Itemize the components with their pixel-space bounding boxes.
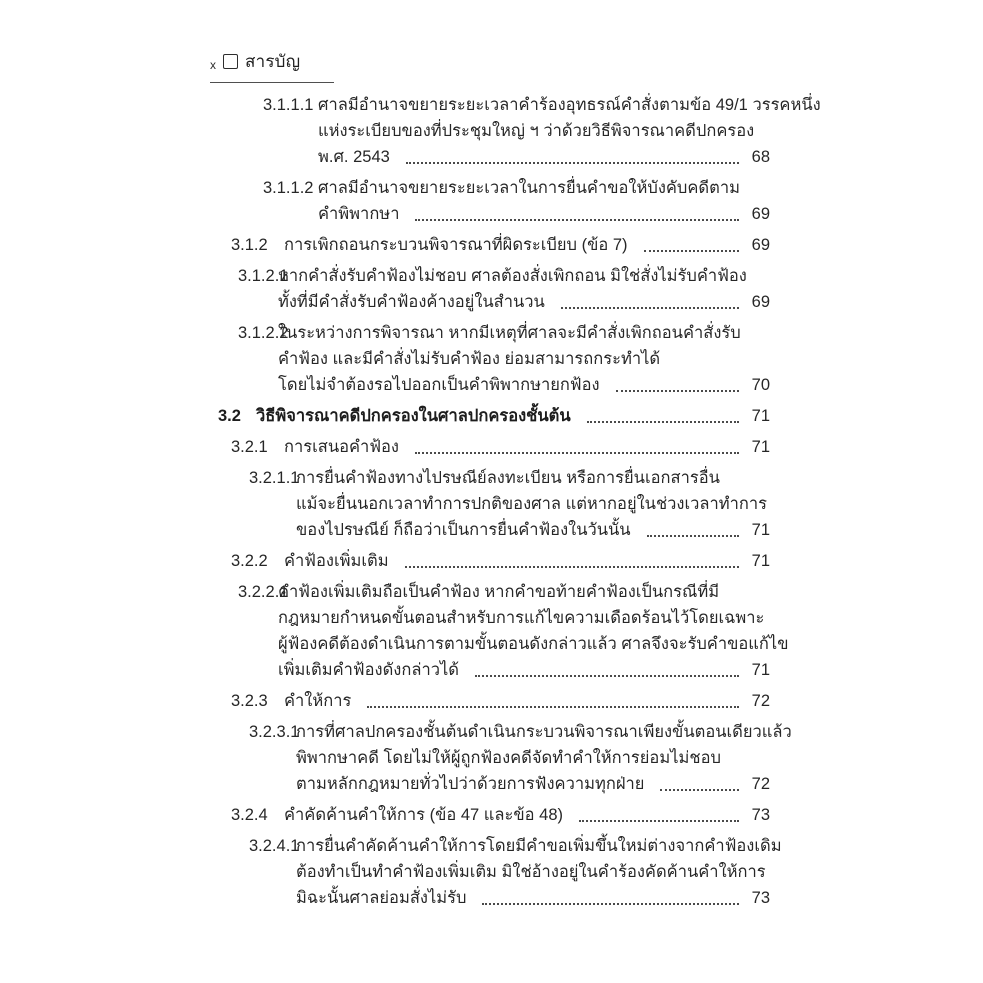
dotted-leader: [587, 421, 739, 423]
toc-list: [218, 92, 821, 916]
toc-entry-page-number: 70: [751, 376, 770, 394]
page-header: [210, 48, 334, 83]
toc-entry-page-number: 69: [751, 236, 770, 254]
toc-entry: [249, 719, 792, 797]
toc-entry-text: พ.ศ. 2543: [318, 148, 390, 166]
toc-entry-page-number: 69: [751, 293, 770, 311]
toc-entry-number: 3.2.4.1: [249, 837, 300, 855]
toc-entry-page-number: 71: [751, 552, 770, 570]
toc-entry-text: คำพิพากษา: [318, 205, 400, 223]
dotted-leader: [475, 675, 739, 677]
toc-entry-page-number: 72: [751, 692, 770, 710]
dotted-leader: [647, 535, 739, 537]
toc-entry: [231, 232, 770, 258]
toc-entry: [238, 579, 789, 683]
toc-entry-text: หากคำสั่งรับคำฟ้องไม่ชอบ ศาลต้องสั่งเพิกถอน มิใช่สั่งไม่รับคำฟ้อง: [278, 267, 747, 285]
toc-entry-text: ผู้ฟ้องคดีต้องดำเนินการตามขั้นตอนดังกล่าวแล้ว ศาลจึงจะรับคำขอแก้ไข: [278, 635, 789, 653]
toc-entry-text: คำฟ้องเพิ่มเติมถือเป็นคำฟ้อง หากคำขอท้ายคำฟ้องเป็นกรณีที่มี: [278, 583, 720, 601]
toc-entry-number: 3.2.3.1: [249, 723, 300, 741]
dotted-leader: [415, 452, 739, 454]
toc-entry-number: 3.1.2: [231, 236, 268, 254]
toc-entry: [263, 175, 770, 227]
dotted-leader: [406, 162, 739, 164]
toc-entry-text: คำให้การ: [284, 692, 352, 710]
toc-entry-text: ศาลมีอำนาจขยายระยะเวลาคำร้องอุทธรณ์คำสั่งตามข้อ 49/1 วรรคหนึ่ง: [318, 96, 821, 114]
dotted-leader: [405, 566, 739, 568]
toc-entry-text: โดยไม่จำต้องรอไปออกเป็นคำพิพากษายกฟ้อง: [278, 376, 600, 394]
toc-entry-number: 3.2.1.1: [249, 469, 300, 487]
toc-entry-number: 3.2: [218, 407, 241, 425]
toc-entry-text: ต้องทำเป็นทำคำฟ้องเพิ่มเติม มิใช่อ้างอยู่ในคำร้องคัดค้านคำให้การ: [296, 863, 766, 881]
toc-entry: [263, 92, 821, 170]
close-icon[interactable]: x: [210, 57, 216, 72]
toc-entry-text: ศาลมีอำนาจขยายระยะเวลาในการยื่นคำขอให้บังคับคดีตาม: [318, 179, 741, 197]
toc-entry-text: ทั้งที่มีคำสั่งรับคำฟ้องค้างอยู่ในสำนวน: [278, 293, 545, 311]
toc-entry: [238, 320, 770, 398]
toc-entry-page-number: 68: [751, 148, 770, 166]
toc-entry-page-number: 73: [751, 889, 770, 907]
toc-entry-text: ตามหลักกฎหมายทั่วไปว่าด้วยการฟังความทุกฝ่าย: [296, 775, 645, 793]
toc-entry-text: แม้จะยื่นนอกเวลาทำการปกติของศาล แต่หากอยู่ในช่วงเวลาทำการ: [296, 495, 768, 513]
toc-entry-number: 3.1.2.1: [238, 267, 289, 285]
toc-entry: [231, 548, 770, 574]
dotted-leader: [616, 390, 739, 392]
dotted-leader: [579, 820, 739, 822]
dotted-leader: [367, 706, 739, 708]
toc-entry-page-number: 71: [751, 521, 770, 539]
toc-entry-text: คำฟ้อง และมีคำสั่งไม่รับคำฟ้อง ย่อมสามารถกระทำได้: [278, 350, 661, 368]
toc-entry-number: 3.2.3: [231, 692, 268, 710]
dotted-leader: [415, 219, 739, 221]
toc-entry-text: แห่งระเบียบของที่ประชุมใหญ่ ฯ ว่าด้วยวิธีพิจารณาคดีปกครอง: [318, 122, 755, 140]
toc-entry-text: การเสนอคำฟ้อง: [284, 438, 399, 456]
toc-entry-text: การยื่นคำฟ้องทางไปรษณีย์ลงทะเบียน หรือการยื่นเอกสารอื่น: [296, 469, 720, 487]
toc-entry: [231, 802, 770, 828]
dotted-leader: [482, 903, 739, 905]
toc-entry-page-number: 73: [751, 806, 770, 824]
toc-entry: [238, 263, 770, 315]
toc-entry-number: 3.1.2.2: [238, 324, 289, 342]
toc-entry-page-number: 71: [751, 438, 770, 456]
toc-entry-number: 3.2.2.1: [238, 583, 289, 601]
toc-entry-text: วิธีพิจารณาคดีปกครองในศาลปกครองชั้นต้น: [256, 407, 571, 425]
dotted-leader: [561, 307, 739, 309]
toc-entry-text: ของไปรษณีย์ ก็ถือว่าเป็นการยื่นคำฟ้องในวันนั้น: [296, 521, 631, 539]
toc-entry-page-number: 72: [751, 775, 770, 793]
toc-entry-text: ในระหว่างการพิจารณา หากมีเหตุที่ศาลจะมีคำสั่งเพิกถอนคำสั่งรับ: [278, 324, 741, 342]
toc-entry-number: 3.2.1: [231, 438, 268, 456]
toc-entry-number: 3.2.2: [231, 552, 268, 570]
toc-entry-text: เพิ่มเติมคำฟ้องดังกล่าวได้: [278, 661, 459, 679]
toc-entry: [231, 434, 770, 460]
toc-entry-text: การที่ศาลปกครองชั้นต้นดำเนินกระบวนพิจารณาเพียงขั้นตอนเดียวแล้ว: [296, 723, 792, 741]
dotted-leader: [644, 250, 739, 252]
toc-entry-page-number: 69: [751, 205, 770, 223]
toc-entry-number: 3.1.1.1: [263, 96, 314, 114]
toc-entry-text: กฎหมายกำหนดขั้นตอนสำหรับการแก้ไขความเดือดร้อนไว้โดยเฉพาะ: [278, 609, 765, 627]
toc-entry-text: คำคัดค้านคำให้การ (ข้อ 47 และข้อ 48): [284, 806, 564, 824]
toc-entry-number: 3.2.4: [231, 806, 268, 824]
toc-entry-number: 3.1.1.2: [263, 179, 314, 197]
toc-entry-text: พิพากษาคดี โดยไม่ให้ผู้ถูกฟ้องคดีจัดทำคำให้การย่อมไม่ชอบ: [296, 749, 721, 767]
toc-entry-text: การเพิกถอนกระบวนพิจารณาที่ผิดระเบียบ (ข้อ 7): [284, 236, 628, 254]
checkbox-icon[interactable]: [223, 54, 238, 69]
toc-entry-text: คำฟ้องเพิ่มเติม: [284, 552, 389, 570]
toc-entry-text: มิฉะนั้นศาลย่อมสั่งไม่รับ: [296, 889, 467, 907]
toc-entry-text: การยื่นคำคัดค้านคำให้การโดยมีคำขอเพิ่มขึ้นใหม่ต่างจากคำฟ้องเดิม: [296, 837, 782, 855]
toc-entry: [231, 688, 770, 714]
toc-entry-page-number: 71: [751, 661, 770, 679]
toc-entry: [249, 465, 770, 543]
toc-entry: [218, 403, 770, 429]
page-title: สารบัญ: [245, 52, 301, 71]
toc-entry-page-number: 71: [751, 407, 770, 425]
toc-entry: [249, 833, 782, 911]
dotted-leader: [660, 789, 739, 791]
